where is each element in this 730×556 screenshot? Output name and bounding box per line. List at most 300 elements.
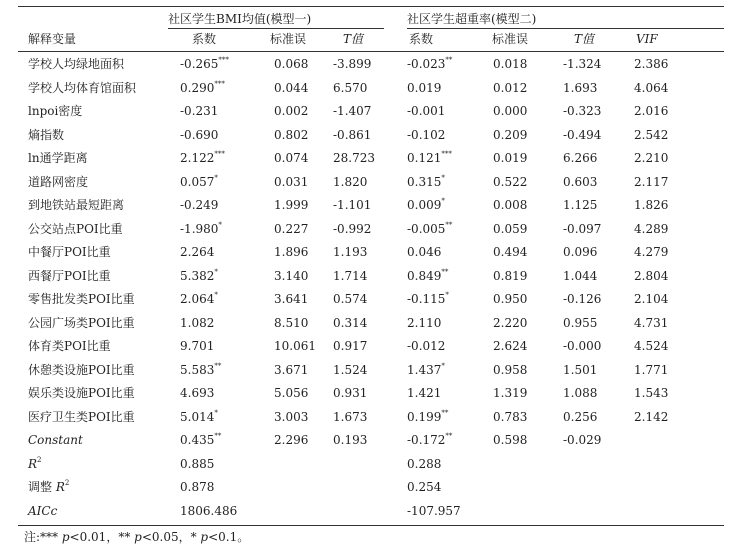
t-1-value: -3.899 [333,57,372,71]
fit-label-prefix: 调整 [28,480,56,494]
vif [634,386,668,400]
coef-1 [180,433,221,447]
se-2 [493,410,527,424]
coef-1-value: 9.701 [180,339,215,353]
coef-1 [180,198,218,212]
vif-value: 2.386 [634,57,669,71]
t-2 [563,222,601,236]
note-threshold-3: <0.1。 [208,530,250,544]
coef-1 [180,222,222,236]
se-1 [274,104,308,118]
vif [634,128,668,142]
t-1 [333,433,367,447]
t-1 [333,269,367,283]
t-1 [333,316,367,330]
fit-model-2: -107.957 [407,503,461,518]
coef-2 [407,81,441,95]
coef-1-value: 5.583 [180,362,215,377]
coef-1-value: -0.690 [180,127,219,142]
header-t-2: T值 [574,32,595,46]
vif-value: 1.543 [634,386,669,400]
row-label-value: lnpoi密度 [28,104,83,118]
t-2 [563,386,597,400]
significance-stars: *** [214,150,225,158]
se-2 [493,386,527,400]
vif [634,292,668,306]
fit-row-label [28,504,57,518]
t-1-value: 6.570 [333,80,368,95]
t-1-value: 1.820 [333,174,368,189]
se-2 [493,151,527,165]
vif [634,151,668,165]
se-1-value: 3.003 [274,409,309,424]
vif [634,339,668,353]
row-label-value: 道路网密度 [28,174,89,189]
t-2-value: 1.044 [563,268,598,283]
row-label-value: ln通学距离 [28,151,88,165]
coef-2-value: 0.849 [407,268,442,283]
coef-2 [407,57,452,71]
coef-1-value: -0.249 [180,198,219,212]
coef-2 [407,222,452,236]
coef-1 [180,316,214,330]
se-2 [493,292,527,306]
significance-stars: * [218,220,222,229]
coef-2-value: -0.102 [407,127,446,142]
t-2-value: 1.501 [563,362,598,377]
t-2 [563,245,597,259]
t-2-value: 0.955 [563,315,598,330]
fit-label-name: AICc [28,503,58,518]
se-2 [493,316,527,330]
coef-2 [407,175,445,189]
coef-2-value: -0.001 [407,104,446,118]
t-1-value: 0.574 [333,292,368,306]
header-se-1: 标准误 [270,32,307,46]
t-1 [333,339,367,353]
t-2 [563,410,597,424]
row-label-value: 中餐厅POI比重 [28,245,111,259]
row-label [28,316,135,330]
se-2-value: 0.059 [493,221,528,236]
se-2-value: 0.783 [493,409,528,424]
coef-2 [407,386,441,400]
se-2 [493,128,527,142]
table-bottom-rule [18,525,724,526]
t-2 [563,57,601,71]
se-2-value: 0.494 [493,245,528,259]
se-1-value: 0.802 [274,127,309,142]
coef-1-value: 5.382 [180,268,215,283]
se-2 [493,81,527,95]
vif [634,363,668,377]
t-1 [333,175,367,189]
vif-value: 2.542 [634,127,669,142]
t-1-value: -1.407 [333,104,372,118]
se-2-value: 0.819 [493,268,528,283]
significance-stars: ** [441,408,449,417]
coef-2 [407,198,445,212]
se-2 [493,198,527,212]
se-1-value: 8.510 [274,315,309,330]
se-2 [493,57,527,71]
t-2-value: -0.323 [563,104,602,118]
t-1-value: -0.861 [333,127,372,142]
se-1-value: 10.061 [274,339,316,353]
coef-2 [407,151,452,165]
coef-1 [180,386,214,400]
coef-2-value: 1.437 [407,362,442,377]
t-2 [563,151,597,165]
se-2-value: 0.209 [493,127,528,142]
vif [634,316,668,330]
note-threshold-1: <0.01，** [69,530,135,544]
se-1 [274,222,308,236]
se-1-value: 0.074 [274,151,309,165]
t-2 [563,198,597,212]
t-2 [563,433,601,447]
row-label [28,198,124,212]
t-2-value: -0.494 [563,127,602,142]
fit-model-2: 0.254 [407,480,442,494]
fit-label-name: R [28,456,38,471]
model2-underline [407,28,724,29]
se-1 [274,81,308,95]
significance-stars: *** [218,56,229,64]
coef-2-value: 0.009 [407,198,442,212]
vif-value: 2.804 [634,268,669,283]
model1-group-header: 社区学生BMI均值(模型一) [168,12,312,26]
t-1-value: 28.723 [333,151,375,165]
coef-1-value: 0.057 [180,174,215,189]
se-1-value: 0.031 [274,174,309,189]
t-2 [563,316,597,330]
se-1-value: 2.296 [274,433,309,447]
se-1 [274,198,308,212]
header-coef-2: 系数 [409,32,434,46]
t-1-value: -0.992 [333,221,372,236]
t-2 [563,339,601,353]
se-2-value: 0.598 [493,433,528,447]
se-2 [493,269,527,283]
coef-2-value: -0.005 [407,221,446,236]
fit-model-1: 0.878 [180,480,215,494]
se-1 [274,292,308,306]
fit-label-superscript: 2 [37,455,42,464]
coef-2-value: 1.421 [407,386,442,400]
coef-2 [407,316,441,330]
coef-1-value: 0.290 [180,80,215,95]
significance-stars: ** [441,267,449,276]
se-2-value: 2.220 [493,315,528,330]
t-1 [333,128,371,142]
coef-1 [180,104,218,118]
t-1-value: 1.673 [333,409,368,424]
t-1 [333,198,371,212]
row-label-value: 公园广场类POI比重 [28,315,135,330]
t-2-value: 1.088 [563,386,598,400]
se-1-value: 3.671 [274,362,309,377]
se-1-value: 1.999 [274,198,309,212]
vif-value: 1.826 [634,198,669,212]
row-label-value: 医疗卫生类POI比重 [28,409,135,424]
row-label [28,410,135,424]
se-1 [274,269,308,283]
significance-stars: ** [445,56,453,64]
vif-value: 4.289 [634,221,669,236]
vif-value: 4.279 [634,245,669,259]
se-1 [274,363,308,377]
significance-stars: *** [441,150,452,158]
fit-label-name: R [55,480,65,494]
se-1-value: 0.044 [274,80,309,95]
t-1 [333,363,367,377]
t-2-value: -0.029 [563,433,602,447]
header-vif: VIF [636,32,658,46]
fit-row-label [28,457,42,471]
coef-1-value: 0.435 [180,433,215,447]
vif-value: 2.210 [634,151,669,165]
row-label [28,222,123,236]
se-1-value: 0.227 [274,221,309,236]
vif-value: 4.524 [634,339,669,353]
row-label [28,128,64,142]
coef-1-value: 2.122 [180,151,215,165]
t-2-value: 0.096 [563,245,598,259]
se-2 [493,222,527,236]
coef-2-value: -0.023 [407,57,446,71]
t-2-value: 1.125 [563,198,598,212]
coef-2 [407,104,445,118]
se-2 [493,433,527,447]
coef-2-value: 0.121 [407,151,442,165]
coef-2 [407,245,441,259]
se-2-value: 0.012 [493,80,528,95]
coef-1 [180,245,214,259]
coef-2-value: 0.315 [407,174,442,189]
fit-label-superscript: 2 [64,479,70,487]
vif [634,245,668,259]
row-label-value: 零售批发类POI比重 [28,292,135,306]
se-2-value: 2.624 [493,339,528,353]
row-label-value: 学校人均体育馆面积 [28,80,137,95]
t-2 [563,363,597,377]
significance-stars: ** [445,220,453,229]
row-label-value: 公交站点POI比重 [28,221,123,236]
coef-1 [180,128,218,142]
t-2-value: 0.256 [563,409,598,424]
se-1 [274,433,308,447]
t-1-value: 0.917 [333,339,368,353]
coef-1 [180,339,214,353]
model2-group-header: 社区学生超重率(模型二) [407,12,537,26]
row-label [28,57,124,71]
table-top-rule [18,6,724,7]
vif-value: 2.104 [634,292,669,306]
se-1 [274,339,316,353]
coef-1-value: 4.693 [180,386,215,400]
header-coef-1: 系数 [192,32,217,46]
note-p1: p [61,530,70,544]
se-2-value: 0.950 [493,292,528,306]
row-label [28,339,111,353]
t-1-value: 0.193 [333,433,368,447]
vif [634,104,668,118]
se-2-value: 0.000 [493,104,528,118]
coef-1 [180,410,218,424]
t-1-value: 1.714 [333,268,368,283]
row-label [28,151,88,165]
note-p2: p [134,530,142,544]
coef-1-value: 5.014 [180,409,215,424]
se-2-value: 0.522 [493,174,528,189]
t-1 [333,386,367,400]
vif [634,198,668,212]
se-1-value: 3.140 [274,268,309,283]
row-label [28,269,111,283]
vif-value: 2.016 [634,104,669,118]
t-2-value: 1.693 [563,80,598,95]
t-1 [333,410,367,424]
significance-stars: ** [445,432,453,440]
significance-stars: * [214,291,218,299]
header-se-2: 标准误 [492,32,529,46]
se-1-value: 5.056 [274,386,309,400]
coef-2-value: -0.172 [407,433,446,447]
se-1-value: 3.641 [274,292,309,306]
coef-1-value: -1.980 [180,221,219,236]
t-2 [563,81,597,95]
vif [634,222,668,236]
vif-value: 1.771 [634,362,669,377]
row-label-value: 西餐厅POI比重 [28,268,111,283]
vif-value: 2.117 [634,174,669,189]
fit-model-1: 1806.486 [180,503,238,518]
se-1 [274,57,308,71]
t-2 [563,104,601,118]
significance-stars: * [441,361,445,370]
vif [634,410,668,424]
t-2-value: -0.097 [563,221,602,236]
t-2 [563,269,597,283]
row-label-value: 熵指数 [28,127,65,142]
note-p3: p [200,530,209,544]
t-2 [563,128,601,142]
significance-stars: * [214,408,218,417]
se-2-value: 0.018 [493,57,528,71]
se-2 [493,339,527,353]
se-1 [274,386,308,400]
row-label [28,292,135,306]
se-1 [274,410,308,424]
t-1 [333,81,367,95]
se-1 [274,245,308,259]
se-1-value: 0.068 [274,57,309,71]
note-prefix: 注:*** [24,530,62,544]
coef-2 [407,339,445,353]
t-1 [333,292,367,306]
t-2-value: 0.603 [563,174,598,189]
se-2-value: 0.958 [493,362,528,377]
coef-2 [407,269,448,283]
header-t-1: T值 [343,32,364,46]
se-2-value: 0.008 [493,198,528,212]
significance-stars: * [441,173,445,182]
coef-2-value: 0.199 [407,409,442,424]
note-threshold-2: <0.05，* [141,530,201,544]
se-2-value: 1.319 [493,386,528,400]
coef-1 [180,151,225,165]
coef-2-value: 2.110 [407,315,442,330]
t-1-value: -1.101 [333,198,372,212]
coef-2-value: 0.019 [407,80,442,95]
header-variable: 解释变量 [28,32,77,46]
significance-stars: * [214,173,218,182]
coef-2-value: -0.115 [407,292,446,306]
t-1-value: 0.314 [333,315,368,330]
coef-2-value: -0.012 [407,339,446,353]
se-1-value: 0.002 [274,104,309,118]
row-label [28,386,135,400]
vif-value: 4.731 [634,315,669,330]
t-1-value: 1.524 [333,362,368,377]
se-1 [274,151,308,165]
t-1-value: 1.193 [333,245,368,259]
fit-model-1: 0.885 [180,456,215,471]
coef-2 [407,292,449,306]
coef-1 [180,292,218,306]
t-2-value: -1.324 [563,57,602,71]
t-2-value: -0.126 [563,292,602,306]
t-2-value: -0.000 [563,339,602,353]
vif-value: 4.064 [634,80,669,95]
row-label [28,104,82,118]
row-label [28,245,111,259]
se-1 [274,316,308,330]
t-2 [563,175,597,189]
row-label [28,175,88,189]
coef-2 [407,433,452,447]
t-1-value: 0.931 [333,386,368,400]
se-1-value: 1.896 [274,245,309,259]
coef-1 [180,175,218,189]
significance-stars: * [441,197,445,205]
row-label [28,433,83,447]
coef-1 [180,269,218,283]
se-2 [493,245,527,259]
vif [634,57,668,71]
row-label-value: 到地铁站最短距离 [28,198,125,212]
vif [634,269,668,283]
t-2-value: 6.266 [563,151,598,165]
fit-model-2: 0.288 [407,456,442,471]
significance-stars: * [214,267,218,276]
row-label-value: 体育类POI比重 [28,339,111,353]
coef-1-value: -0.265 [180,57,219,71]
coef-2-value: 0.046 [407,245,442,259]
significance-stars: *** [214,79,225,88]
header-bottom-rule [18,51,724,52]
fit-row-label [28,480,69,494]
vif-value: 2.142 [634,409,669,424]
coef-2 [407,410,448,424]
vif [634,175,668,189]
t-1 [333,245,367,259]
se-2 [493,363,527,377]
row-label [28,81,136,95]
t-1 [333,151,375,165]
coef-1 [180,81,225,95]
